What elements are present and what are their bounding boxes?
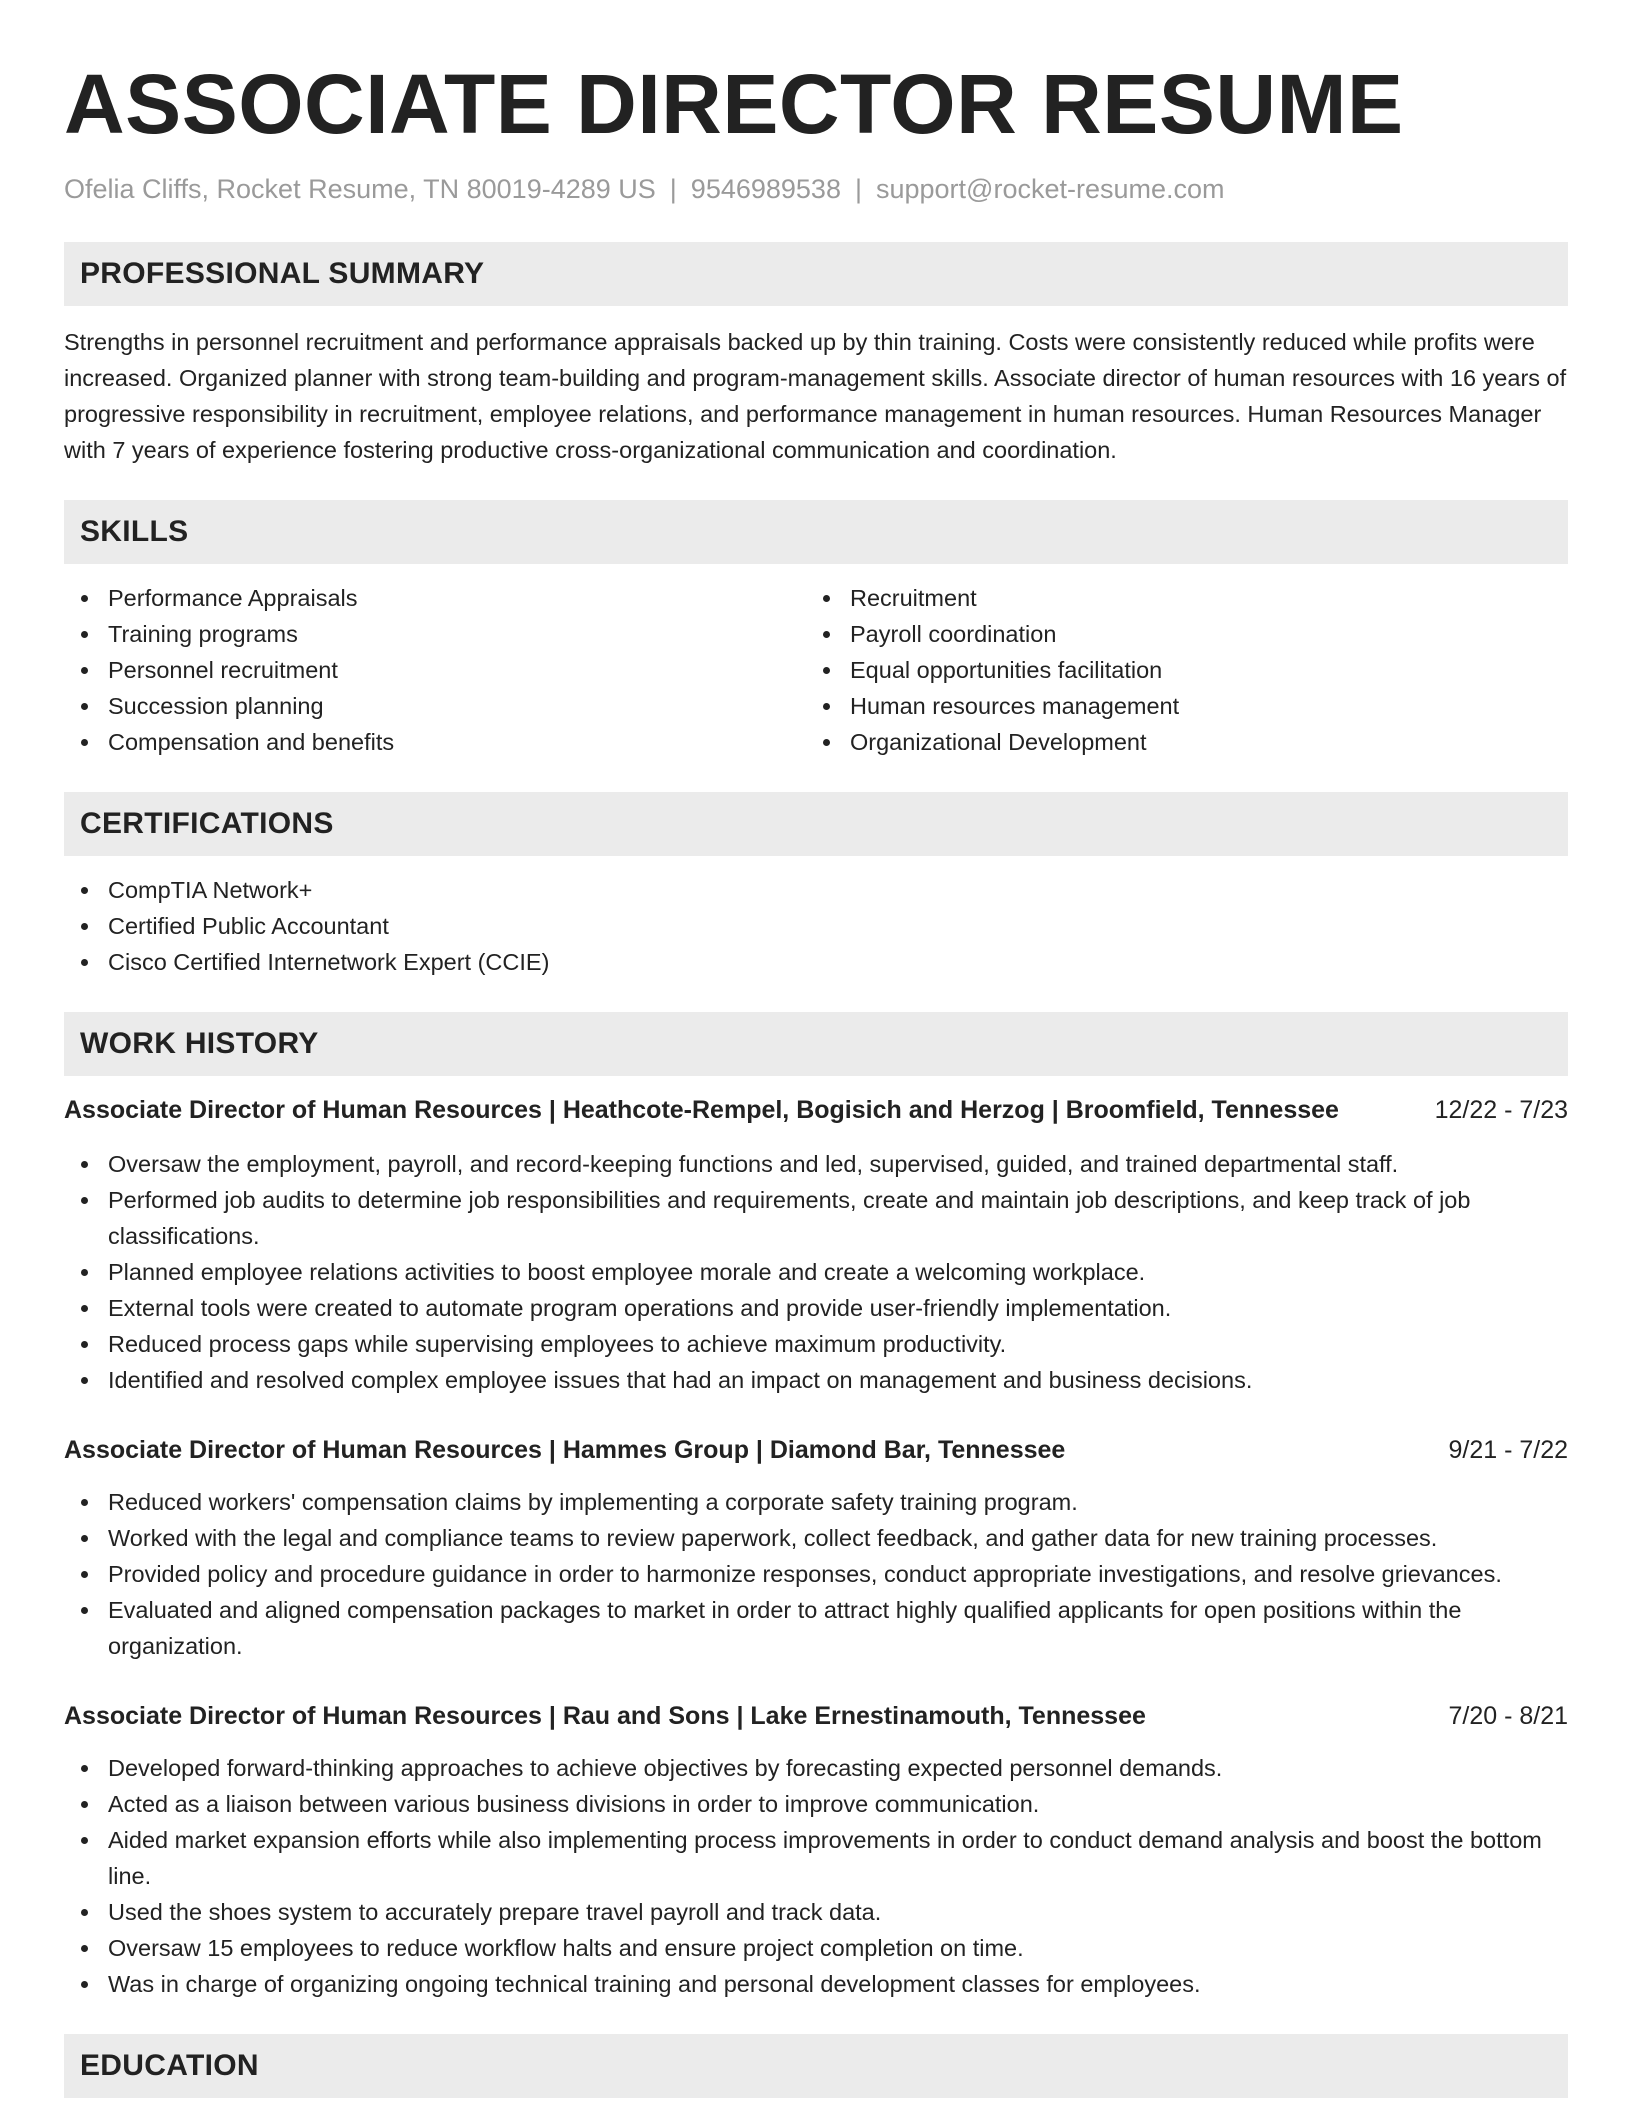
job-header (64, 1698, 1568, 1734)
contact-phone: 9546989538 (690, 174, 841, 204)
skill-item: Organizational Development (806, 724, 1548, 760)
job-bullet: External tools were created to automate program operations and provide user-friendly implementation. (64, 1290, 1568, 1326)
job-dates: 12/22 - 7/23 (1434, 1096, 1568, 1124)
job-bullet: Provided policy and procedure guidance in order to harmonize responses, conduct appropriate investigations, and resolve grievances. (64, 1556, 1568, 1592)
job-dates: 7/20 - 8/21 (1448, 1702, 1568, 1730)
skill-item: Compensation and benefits (64, 724, 806, 760)
certifications-heading: CERTIFICATIONS (64, 792, 1568, 856)
job-bullet: Planned employee relations activities to boost employee morale and create a welcoming workplace. (64, 1254, 1568, 1290)
skills-left-column (64, 580, 806, 760)
skill-item: Performance Appraisals (64, 580, 806, 616)
job-entry (64, 1432, 1568, 1664)
contact-separator: | (854, 174, 862, 204)
skill-item: Personnel recruitment (64, 652, 806, 688)
job-bullet: Performed job audits to determine job responsibilities and requirements, create and maintain job descriptions, and keep track of job classifications. (64, 1182, 1568, 1254)
job-header (64, 1432, 1568, 1468)
job-bullets (64, 1146, 1568, 1398)
job-title: Associate Director of Human Resources | Heathcote-Rempel, Bogisich and Herzog | Broomfield, Tennessee (64, 1096, 1339, 1124)
contact-address: Ofelia Cliffs, Rocket Resume, TN 80019-4289 US (64, 174, 656, 204)
certification-item: Cisco Certified Internetwork Expert (CCIE) (64, 944, 1568, 980)
skills-right-column (806, 580, 1548, 760)
skill-item: Human resources management (806, 688, 1548, 724)
certification-item: CompTIA Network+ (64, 872, 1568, 908)
certification-item: Certified Public Accountant (64, 908, 1568, 944)
work-history-heading: WORK HISTORY (64, 1012, 1568, 1076)
certifications-list (64, 872, 1568, 980)
job-bullet: Oversaw 15 employees to reduce workflow halts and ensure project completion on time. (64, 1930, 1568, 1966)
contact-email[interactable]: support@rocket-resume.com (875, 174, 1225, 204)
summary-text: Strengths in personnel recruitment and performance appraisals backed up by thin training. Costs were consistently reduced while profits were increased. Organized planner with strong team-building and program-management skills. Associate director of human resources with 16 years of progressive responsibility in recruitment, employee relations, and performance management in human resources. Human Resources Manager with 7 years of experience fostering productive cross-organizational communication and coordination. (64, 329, 1567, 463)
job-title: Associate Director of Human Resources | Rau and Sons | Lake Ernestinamouth, Tennessee (64, 1702, 1146, 1730)
job-bullet: Identified and resolved complex employee issues that had an impact on management and business decisions. (64, 1362, 1568, 1398)
job-dates: 9/21 - 7/22 (1448, 1436, 1568, 1464)
job-bullet: Acted as a liaison between various business divisions in order to improve communication. (64, 1786, 1568, 1822)
job-title: Associate Director of Human Resources | Hammes Group | Diamond Bar, Tennessee (64, 1436, 1066, 1464)
job-bullet: Used the shoes system to accurately prepare travel payroll and track data. (64, 1894, 1568, 1930)
skill-item: Equal opportunities facilitation (806, 652, 1548, 688)
skill-item: Succession planning (64, 688, 806, 724)
job-bullet: Developed forward-thinking approaches to achieve objectives by forecasting expected personnel demands. (64, 1750, 1568, 1786)
skill-item: Payroll coordination (806, 616, 1548, 652)
job-entry (64, 1092, 1568, 1398)
skill-item: Recruitment (806, 580, 1548, 616)
job-entry (64, 1698, 1568, 2002)
skills-heading: SKILLS (64, 500, 1568, 564)
skill-item: Training programs (64, 616, 806, 652)
skills-grid (64, 580, 1568, 760)
job-bullet: Reduced process gaps while supervising employees to achieve maximum productivity. (64, 1326, 1568, 1362)
job-bullet: Was in charge of organizing ongoing technical training and personal development classes for employees. (64, 1966, 1568, 2002)
job-bullet: Aided market expansion efforts while also implementing process improvements in order to conduct demand analysis and boost the bottom line. (64, 1822, 1568, 1894)
job-bullet: Reduced workers' compensation claims by implementing a corporate safety training program. (64, 1484, 1568, 1520)
resume-document (64, 0, 1568, 2098)
job-bullet: Evaluated and aligned compensation packages to market in order to attract highly qualified applicants for open positions within the organization. (64, 1592, 1568, 1664)
job-bullets (64, 1484, 1568, 1664)
job-bullets (64, 1750, 1568, 2002)
job-bullet: Worked with the legal and compliance teams to review paperwork, collect feedback, and gather data for new training processes. (64, 1520, 1568, 1556)
job-bullet: Oversaw the employment, payroll, and record-keeping functions and led, supervised, guided, and trained departmental staff. (64, 1146, 1568, 1182)
contact-separator: | (669, 174, 677, 204)
job-header (64, 1092, 1568, 1128)
resume-title: ASSOCIATE DIRECTOR RESUME (64, 57, 1404, 151)
contact-line (64, 172, 1568, 206)
summary-heading: PROFESSIONAL SUMMARY (64, 242, 1568, 306)
education-heading: EDUCATION (64, 2034, 1568, 2098)
